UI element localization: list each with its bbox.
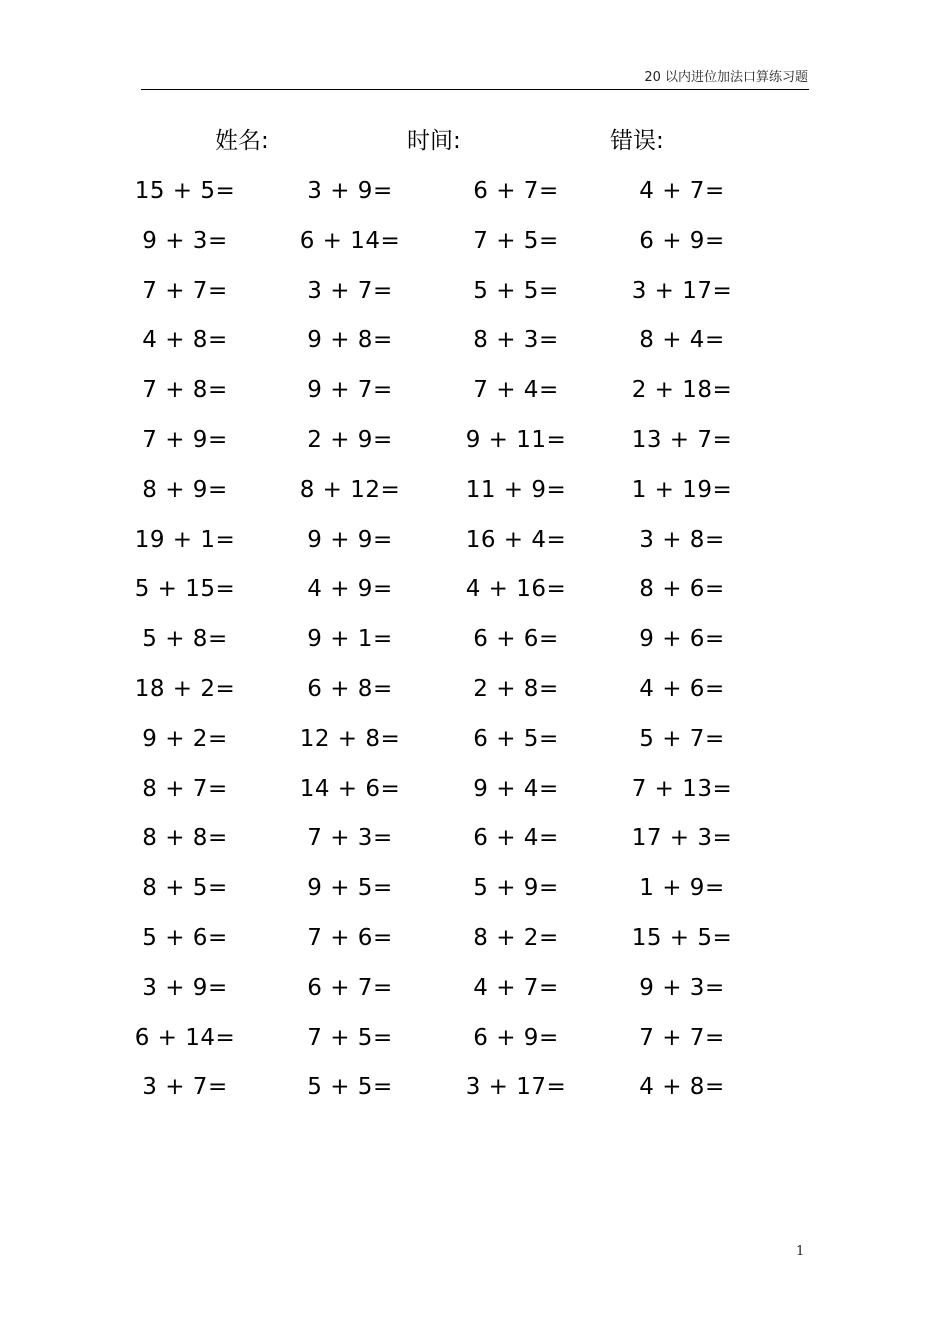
problem-cell: 9 + 8= [307, 327, 393, 354]
problem-cell: 18 + 2= [134, 675, 236, 702]
problem-cell: 16 + 4= [465, 526, 567, 553]
problem-row [0, 971, 950, 1021]
problem-row [0, 1070, 950, 1120]
problem-cell: 9 + 5= [307, 875, 393, 902]
time-label: 时间: [407, 128, 461, 154]
problem-row [0, 772, 950, 822]
problem-cell: 4 + 16= [465, 576, 567, 603]
problem-cell: 19 + 1= [134, 526, 236, 553]
problem-cell: 9 + 3= [639, 974, 725, 1001]
problem-cell: 8 + 8= [142, 825, 228, 852]
problem-cell: 9 + 6= [639, 626, 725, 653]
problem-cell: 9 + 7= [307, 377, 393, 404]
problem-cell: 15 + 5= [631, 924, 733, 951]
problem-cell: 6 + 4= [473, 825, 559, 852]
problem-cell: 7 + 6= [307, 924, 393, 951]
problem-cell: 3 + 7= [142, 1074, 228, 1101]
problem-cell: 4 + 7= [639, 178, 725, 204]
problem-cell: 8 + 4= [639, 327, 725, 354]
problem-cell: 5 + 5= [473, 277, 559, 304]
problem-cell: 3 + 7= [307, 277, 393, 304]
problem-cell: 14 + 6= [299, 775, 401, 802]
problem-cell: 6 + 9= [639, 227, 725, 254]
page-number: 1 [796, 1244, 805, 1259]
problem-row [0, 871, 950, 921]
problem-row [0, 423, 950, 473]
problem-cell: 2 + 9= [307, 426, 393, 453]
problem-cell: 1 + 9= [639, 875, 725, 902]
problem-cell: 12 + 8= [299, 725, 401, 752]
problem-cell: 6 + 14= [299, 227, 401, 254]
problem-cell: 8 + 12= [299, 476, 401, 503]
problem-cell: 4 + 8= [639, 1074, 725, 1101]
problem-cell: 8 + 6= [639, 576, 725, 603]
problem-cell: 7 + 9= [142, 426, 228, 453]
problem-cell: 6 + 7= [473, 178, 559, 204]
errors-label: 错误: [610, 128, 664, 154]
problem-cell: 4 + 9= [307, 576, 393, 603]
problem-row [0, 373, 950, 423]
problem-cell: 8 + 7= [142, 775, 228, 802]
problem-cell: 9 + 2= [142, 725, 228, 752]
problem-cell: 9 + 11= [465, 426, 567, 453]
problem-cell: 9 + 3= [142, 227, 228, 254]
problem-cell: 8 + 9= [142, 476, 228, 503]
problem-cell: 5 + 15= [134, 576, 236, 603]
problem-cell: 6 + 8= [307, 675, 393, 702]
problem-row [0, 1021, 950, 1071]
problem-row [0, 174, 950, 224]
problem-cell: 2 + 8= [473, 675, 559, 702]
problem-cell: 6 + 9= [473, 1024, 559, 1051]
problem-grid [0, 174, 950, 1120]
problem-cell: 11 + 9= [465, 476, 567, 503]
problem-cell: 6 + 6= [473, 626, 559, 653]
problem-row [0, 224, 950, 274]
problem-cell: 3 + 8= [639, 526, 725, 553]
problem-cell: 7 + 7= [639, 1024, 725, 1051]
problem-cell: 8 + 5= [142, 875, 228, 902]
problem-cell: 4 + 7= [473, 974, 559, 1001]
header-title: 20 以内进位加法口算练习题 [644, 70, 808, 85]
problem-cell: 9 + 9= [307, 526, 393, 553]
problem-cell: 3 + 9= [142, 974, 228, 1001]
problem-cell: 3 + 17= [631, 277, 733, 304]
problem-cell: 17 + 3= [631, 825, 733, 852]
problem-cell: 7 + 5= [473, 227, 559, 254]
problem-cell: 6 + 7= [307, 974, 393, 1001]
problem-cell: 6 + 14= [134, 1024, 236, 1051]
problem-cell: 7 + 7= [142, 277, 228, 304]
problem-cell: 3 + 17= [465, 1074, 567, 1101]
problem-cell: 7 + 8= [142, 377, 228, 404]
problem-row [0, 572, 950, 622]
problem-cell: 5 + 7= [639, 725, 725, 752]
problem-cell: 5 + 9= [473, 875, 559, 902]
header-divider [141, 89, 809, 90]
problem-cell: 6 + 5= [473, 725, 559, 752]
problem-cell: 8 + 3= [473, 327, 559, 354]
problem-cell: 1 + 19= [631, 476, 733, 503]
problem-cell: 15 + 5= [134, 178, 236, 204]
problem-cell: 7 + 5= [307, 1024, 393, 1051]
problem-row [0, 274, 950, 324]
problem-cell: 5 + 8= [142, 626, 228, 653]
problem-cell: 4 + 6= [639, 675, 725, 702]
problem-cell: 2 + 18= [631, 377, 733, 404]
problem-cell: 3 + 9= [307, 178, 393, 204]
problem-cell: 9 + 1= [307, 626, 393, 653]
name-label: 姓名: [215, 128, 269, 154]
problem-cell: 7 + 4= [473, 377, 559, 404]
problem-cell: 5 + 6= [142, 924, 228, 951]
problem-cell: 8 + 2= [473, 924, 559, 951]
problem-cell: 7 + 13= [631, 775, 733, 802]
problem-cell: 13 + 7= [631, 426, 733, 453]
problem-row [0, 523, 950, 573]
problem-row [0, 622, 950, 672]
problem-cell: 4 + 8= [142, 327, 228, 354]
problem-row [0, 323, 950, 373]
problem-cell: 5 + 5= [307, 1074, 393, 1101]
problem-row [0, 921, 950, 971]
problem-row [0, 672, 950, 722]
problem-cell: 7 + 3= [307, 825, 393, 852]
problem-cell: 9 + 4= [473, 775, 559, 802]
problem-row [0, 473, 950, 523]
problem-row [0, 722, 950, 772]
problem-row [0, 821, 950, 871]
